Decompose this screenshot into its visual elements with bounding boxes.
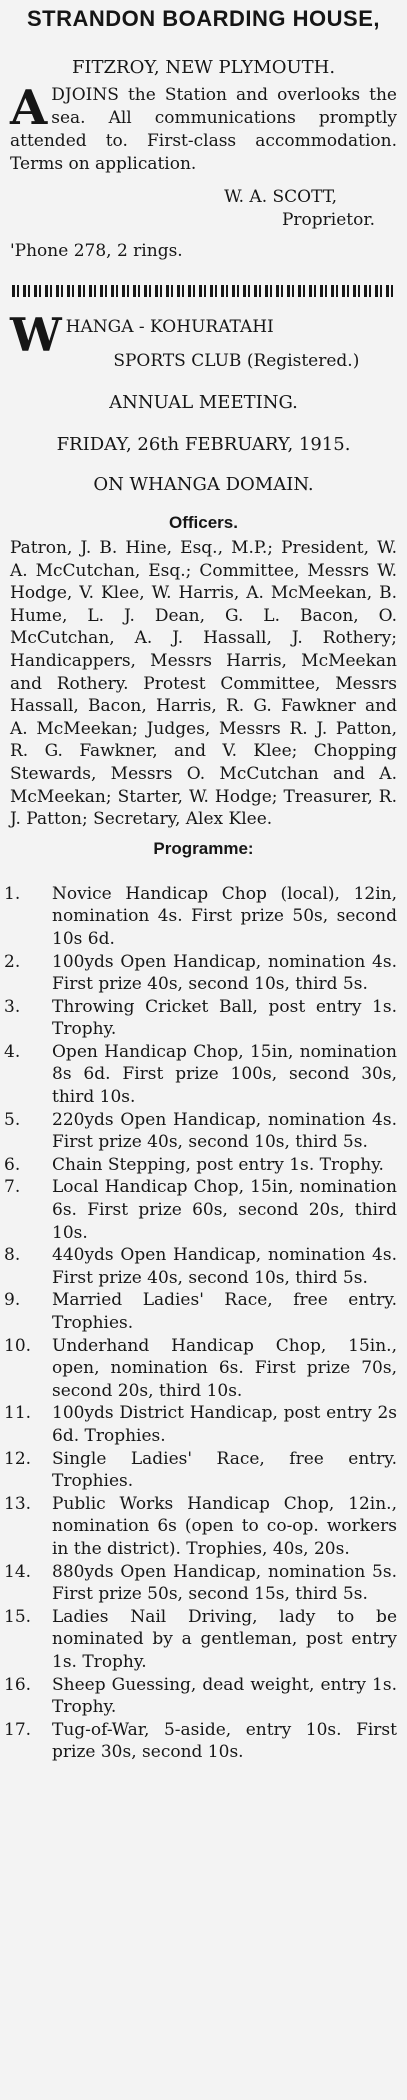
programme-item-text: 220yds Open Handicap, nomination 4s. First prize 40s, second 10s, third 5s. xyxy=(52,1109,397,1153)
programme-item-number: 3. xyxy=(4,996,21,1017)
proprietor-name: W. A. SCOTT, xyxy=(224,187,337,207)
programme-item-text: Sheep Guessing, dead weight, entry 1s. Trophy. xyxy=(52,1674,397,1718)
advert-heading: STRANDON BOARDING HOUSE, xyxy=(26,6,380,31)
programme-item-number: 8. xyxy=(4,1245,21,1266)
programme-item-text: Local Handicap Chop, 15in, nomination 6s. First prize 60s, second 20s, third 10s. xyxy=(52,1177,397,1243)
programme-item xyxy=(0,1289,407,1334)
programme-item-number: 16. xyxy=(4,1674,32,1695)
programme-item-text: Public Works Handicap Chop, 12in., nomination 6s (open to co-op. workers in the district). Trophies, 40s, 20s. xyxy=(52,1493,397,1559)
meeting-date: FRIDAY, 26th FEBRUARY, 1915. xyxy=(56,434,351,455)
programme-item-text: Underhand Handicap Chop, 15in., open, nomination 6s. First prize 70s, second 20s, third 10s. xyxy=(52,1335,397,1401)
club-dropcap: W xyxy=(10,308,62,362)
programme-item-number: 14. xyxy=(4,1561,32,1582)
advert-location: FITZROY, NEW PLYMOUTH. xyxy=(71,57,336,78)
programme-item-number: 5. xyxy=(4,1109,21,1130)
programme-item-text: Tug-of-War, 5-aside, entry 10s. First prize 30s, second 10s. xyxy=(52,1719,397,1763)
advert-dropcap: A xyxy=(10,80,48,136)
programme-item-text: Married Ladies' Race, free entry. Trophies. xyxy=(52,1290,397,1333)
programme-item xyxy=(0,996,407,1041)
programme-item-text: Single Ladies' Race, free entry. Trophies. xyxy=(52,1448,397,1492)
officers-heading: Officers. xyxy=(169,513,238,532)
programme-list xyxy=(0,883,407,1764)
programme-item-text: Throwing Cricket Ball, post entry 1s. Trophy. xyxy=(52,996,397,1040)
programme-item-text: Novice Handicap Chop (local), 12in, nomination 4s. First prize 50s, second 10s 6d. xyxy=(52,883,397,949)
programme-item-number: 11. xyxy=(4,1403,32,1424)
programme-item-number: 9. xyxy=(4,1290,21,1311)
column-divider xyxy=(12,285,395,297)
sports-club-notice xyxy=(0,308,407,1764)
programme-item-text: Chain Stepping, post entry 1s. Trophy. xyxy=(52,1154,384,1175)
programme-item-text: Ladies Nail Driving, lady to be nominated by a gentleman, post entry 1s. Trophy. xyxy=(52,1606,397,1672)
programme-item xyxy=(0,1448,407,1493)
advert-phone: 'Phone 278, 2 rings. xyxy=(10,241,183,261)
programme-item xyxy=(0,1606,407,1674)
programme-item xyxy=(0,1674,407,1719)
officers-list: Patron, J. B. Hine, Esq., M.P.; President, W. A. McCutchan, Esq.; Committee, Messrs W. Hodge, V. Klee, W. Harris, A. McMeekan, B. Hume, L. J. Dean, G. L. Bacon, O. McCutchan, A. J. Hassall, J. Rothery; Handicappers, Messrs Harris, McMeekan and Rothery. Protest Committee, Messrs Hassall, Bacon, Harris, R. G. Fawkner and A. McMeekan; Judges, Messrs R. J. Patton, R. G. Fawkner, and V. Klee; Chopping Stewards, Messrs O. McCutchan and A. McMeekan; Starter, W. Hodge; Treasurer, R. J. Patton; Secretary, Alex Klee. xyxy=(10,538,397,830)
programme-item-number: 4. xyxy=(4,1041,21,1062)
club-title-line2: SPORTS CLUB (Registered.) xyxy=(113,351,360,371)
programme-item xyxy=(0,1493,407,1561)
programme-item xyxy=(0,1561,407,1606)
programme-item-text: 880yds Open Handicap, nomination 5s. First prize 50s, second 15s, third 5s. xyxy=(52,1561,397,1605)
programme-item-number: 15. xyxy=(4,1606,32,1627)
advert-body xyxy=(10,80,397,176)
meeting-venue: ON WHANGA DOMAIN. xyxy=(93,474,314,495)
programme-item xyxy=(0,1402,407,1447)
programme-item-number: 7. xyxy=(4,1177,21,1198)
programme-item xyxy=(0,1176,407,1244)
programme-item-text: Open Handicap Chop, 15in, nomination 8s 6d. First prize 100s, second 30s, third 10s. xyxy=(52,1041,397,1108)
programme-item-number: 6. xyxy=(4,1154,21,1175)
programme-item-number: 1. xyxy=(4,883,21,904)
programme-item xyxy=(0,1154,407,1177)
programme-item xyxy=(0,883,407,951)
advert-signature xyxy=(0,186,397,232)
programme-item-text: 100yds Open Handicap, nomination 4s. First prize 40s, second 10s, third 5s. xyxy=(52,951,397,995)
club-title-text: HANGA - KOHURATAHI xyxy=(65,317,274,337)
proprietor-title: Proprietor. xyxy=(281,210,375,230)
programme-item-number: 13. xyxy=(4,1493,32,1514)
programme-item xyxy=(0,1335,407,1403)
programme-item-number: 2. xyxy=(4,951,21,972)
programme-item xyxy=(0,1041,407,1109)
programme-item xyxy=(0,951,407,996)
boarding-house-advert xyxy=(0,0,407,263)
programme-item-number: 10. xyxy=(4,1335,32,1356)
meeting-heading: ANNUAL MEETING. xyxy=(109,392,298,413)
programme-item-number: 12. xyxy=(4,1448,32,1469)
programme-heading: Programme: xyxy=(153,838,254,858)
programme-item-text: 100yds District Handicap, post entry 2s 6d. Trophies. xyxy=(52,1403,397,1446)
advert-body-text: DJOINS the Station and overlooks the sea. All communications promptly attended to. First-class accommodation. Terms on application. xyxy=(10,85,397,174)
programme-item-text: 440yds Open Handicap, nomination 4s. First prize 40s, second 10s, third 5s. xyxy=(52,1245,397,1288)
programme-item-number: 17. xyxy=(4,1719,32,1740)
programme-item xyxy=(0,1109,407,1154)
programme-item xyxy=(0,1719,407,1764)
programme-item xyxy=(0,1244,407,1289)
